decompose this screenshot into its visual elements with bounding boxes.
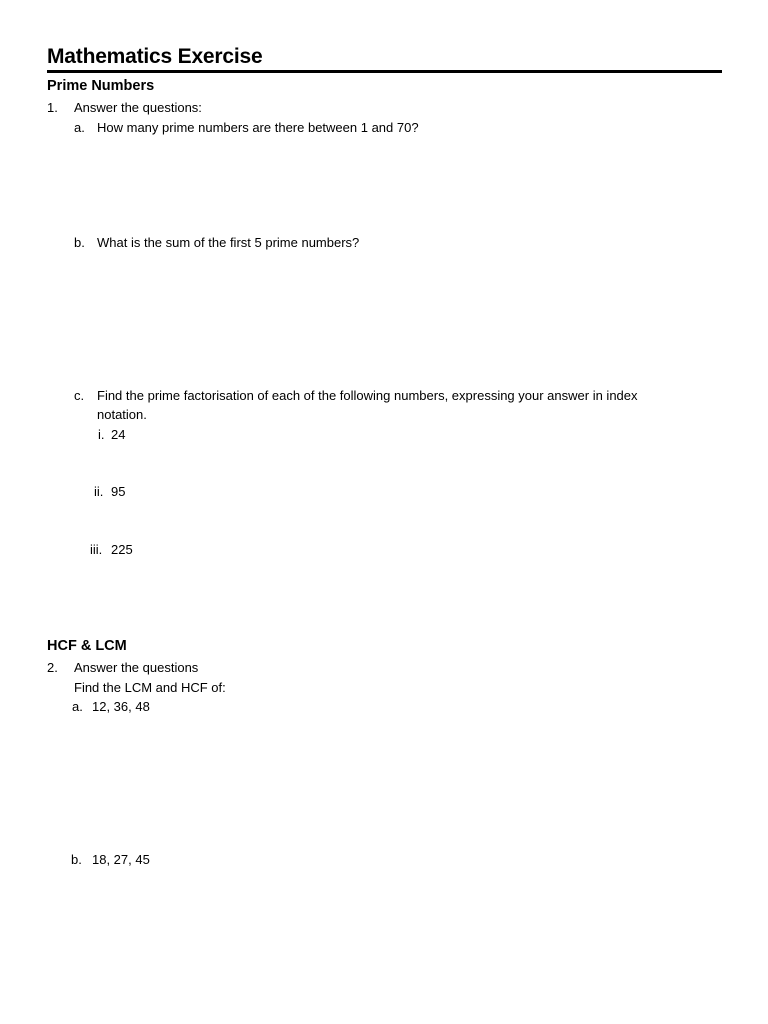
part-label: c. (74, 388, 85, 403)
part-text: 18, 27, 45 (92, 852, 150, 867)
section-heading-hcf-lcm: HCF & LCM (47, 638, 127, 654)
title-underline (47, 70, 722, 73)
question-intro: Answer the questions: (74, 100, 202, 115)
part-text: Find the prime factorisation of each of the following numbers, expressing your answer in index (97, 388, 638, 403)
section-heading-prime-numbers: Prime Numbers (47, 78, 155, 94)
part-label: b. (74, 235, 85, 250)
subpart-label: iii. (90, 542, 103, 557)
part-label: a. (74, 120, 85, 135)
subpart-text: 95 (111, 484, 126, 499)
question-intro: Answer the questions (74, 660, 199, 675)
part-text-continued: notation. (97, 407, 147, 422)
question-number: 2. (47, 660, 58, 675)
subpart-text: 24 (111, 427, 126, 442)
part-text: How many prime numbers are there between 1 and 70? (97, 120, 419, 135)
part-text: 12, 36, 48 (92, 699, 150, 714)
subpart-label: ii. (94, 484, 104, 499)
subpart-text: 225 (111, 542, 133, 557)
part-text: What is the sum of the first 5 prime numbers? (97, 235, 360, 250)
part-label: b. (71, 852, 82, 867)
page-title: Mathematics Exercise (47, 45, 263, 68)
part-label: a. (72, 699, 83, 714)
question-number: 1. (47, 100, 58, 115)
question-instruction: Find the LCM and HCF of: (74, 680, 226, 695)
subpart-label: i. (98, 427, 105, 442)
